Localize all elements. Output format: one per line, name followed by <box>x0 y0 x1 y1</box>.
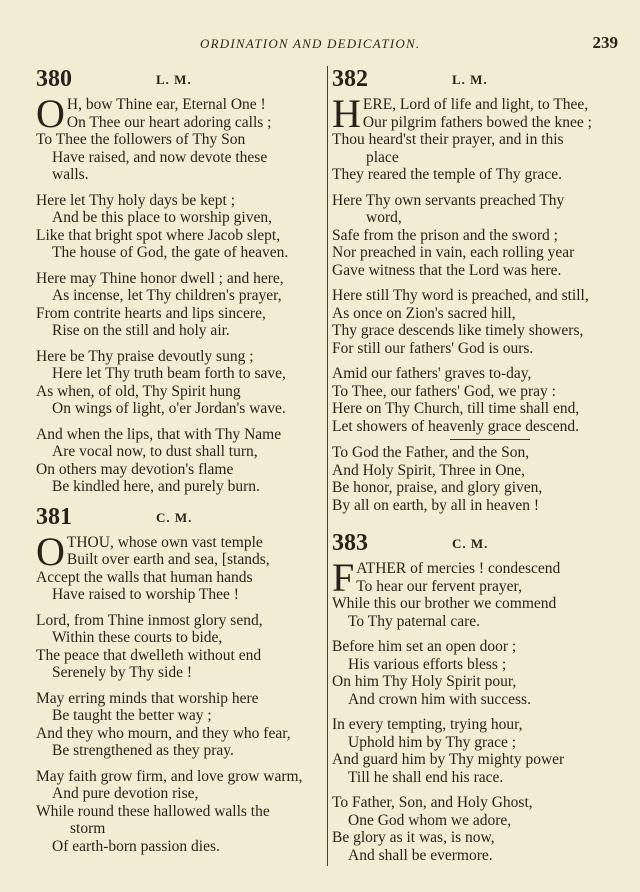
doxology-rule <box>450 439 530 440</box>
stanza <box>36 348 326 418</box>
stanza <box>332 638 622 708</box>
verse-line: And pure devotion rise, <box>52 785 199 802</box>
left-column <box>36 66 326 863</box>
verse-line: And crown him with success. <box>348 690 531 708</box>
verse-line: On wings of light, o'er Jordan's wave. <box>52 400 286 417</box>
hymn-381 <box>36 504 326 856</box>
first-line-text: ERE, Lord of life and light, to Thee, <box>362 96 589 113</box>
hymn-meter: L. M. <box>156 72 192 87</box>
verse-line: Built over earth and sea, [stands, <box>66 551 270 568</box>
verse-line: Accept the walls that human hands <box>36 568 253 586</box>
page-number: 239 <box>592 33 618 52</box>
verse-line: Here Thy own servants preached Thy <box>332 191 565 209</box>
stanza <box>332 716 622 786</box>
verse-line: storm <box>70 820 106 837</box>
drop-cap: O <box>36 528 65 574</box>
verse-line: Amid our fathers' graves to-day, <box>332 365 532 382</box>
verse-line: And guard him by Thy mighty power <box>332 751 565 768</box>
verse-line: Till he shall end his race. <box>348 768 504 786</box>
verse-line: From contrite hearts and lips sincere, <box>36 304 266 322</box>
verse-line: Safe from the prison and the sword ; <box>332 226 558 244</box>
stanza <box>332 365 622 435</box>
verse-line: As when, of old, Thy Spirit hung <box>36 382 241 400</box>
stanza <box>332 444 622 514</box>
verse-line: While round these hallowed walls the <box>36 802 270 820</box>
stanza <box>36 690 326 760</box>
right-column <box>332 66 622 872</box>
running-title: ORDINATION AND DEDICATION. <box>200 36 421 51</box>
verse-line: May erring minds that worship here <box>36 689 259 707</box>
verse-line: Have raised to worship Thee ! <box>52 586 239 603</box>
verse-line: And they who mourn, and they who fear, <box>36 724 291 742</box>
stanza <box>36 426 326 496</box>
verse-line: May faith grow firm, and love grow warm, <box>36 767 303 785</box>
hymn-380 <box>36 66 326 496</box>
verse-line: Lord, from Thine inmost glory send, <box>36 611 263 629</box>
hymn-number: 382 <box>332 66 368 92</box>
verse-line: The peace that dwelleth without end <box>36 646 262 664</box>
verse-line: On Thee our heart adoring calls ; <box>66 113 272 131</box>
stanza <box>332 287 622 357</box>
verse-line: Within these courts to bide, <box>52 629 223 646</box>
verse-line: Have raised, and now devote these <box>52 148 268 166</box>
verse-line: Thy grace descends like timely showers, <box>332 322 584 339</box>
first-line-text: H, bow Thine ear, Eternal One ! <box>66 96 266 113</box>
verse-line: And when the lips, that with Thy Name <box>36 425 282 443</box>
verse-line: On him Thy Holy Spirit pour, <box>332 673 517 690</box>
stanza <box>36 768 326 856</box>
hymn-383 <box>332 530 622 864</box>
verse-line: Gave witness that the Lord was here. <box>332 261 562 279</box>
verse-line: Thou heard'st their prayer, and in this <box>332 131 564 148</box>
hymn-382 <box>332 66 622 514</box>
verse-line: Like that bright spot where Jacob slept, <box>36 226 281 244</box>
verse-line: And Holy Spirit, Three in One, <box>332 461 526 479</box>
stanza <box>332 192 622 280</box>
stanza <box>36 192 326 262</box>
verse-line: To hear our fervent prayer, <box>356 577 522 595</box>
verse-line: word, <box>366 209 402 226</box>
verse-line: One God whom we adore, <box>348 811 512 829</box>
verse-line: Be kindled here, and purely burn. <box>52 478 260 495</box>
verse-line: place <box>366 148 399 166</box>
verse-line: Be strengthened as they pray. <box>52 742 234 759</box>
verse-line: Of earth-born passion dies. <box>52 837 220 855</box>
verse-line: Serenely by Thy side ! <box>52 664 193 681</box>
stanza <box>332 91 622 184</box>
verse-line: To Thy paternal care. <box>348 612 481 630</box>
verse-line: To Father, Son, and Holy Ghost, <box>332 794 533 811</box>
verse-line: Here may Thine honor dwell ; and here, <box>36 269 284 287</box>
verse-line: Are vocal now, to dust shall turn, <box>52 443 258 460</box>
stanza <box>332 794 622 864</box>
verse-line: Nor preached in vain, each rolling year <box>332 244 575 261</box>
first-line-text: ATHER of mercies ! condescend <box>356 560 561 577</box>
stanza <box>332 555 622 630</box>
hymn-meter: C. M. <box>156 509 193 525</box>
hymn-number: 380 <box>36 66 72 92</box>
verse-line: Here be Thy praise devoutly sung ; <box>36 347 254 365</box>
stanza <box>36 612 326 682</box>
verse-line: As once on Zion's sacred hill, <box>332 304 516 322</box>
verse-line: And be this place to worship given, <box>52 209 272 226</box>
verse-line: Be taught the better way ; <box>52 707 212 724</box>
verse-line: On others may devotion's flame <box>36 460 234 478</box>
verse-line: Rise on the still and holy air. <box>52 322 230 339</box>
stanza <box>36 270 326 340</box>
verse-line: To God the Father, and the Son, <box>332 444 530 461</box>
hymn-meter: L. M. <box>452 72 488 87</box>
verse-line: They reared the temple of Thy grace. <box>332 166 562 183</box>
hymn-meter: C. M. <box>452 536 489 551</box>
column-divider <box>327 66 328 866</box>
verse-line: Our pilgrim fathers bowed the knee ; <box>362 113 592 131</box>
verse-line: walls. <box>52 166 89 183</box>
verse-line: For still our fathers' God is ours. <box>332 339 534 357</box>
drop-cap: H <box>332 91 361 136</box>
verse-line: Here let Thy holy days be kept ; <box>36 191 236 209</box>
hymn-number: 383 <box>332 530 368 556</box>
verse-line: In every tempting, trying hour, <box>332 716 523 733</box>
verse-line: To Thee the followers of Thy Son <box>36 131 246 148</box>
verse-line: To Thee, our fathers' God, we pray : <box>332 382 556 400</box>
verse-line: Let showers of heavenly grace descend. <box>332 417 580 435</box>
verse-line: Be honor, praise, and glory given, <box>332 479 543 496</box>
stanza <box>36 528 326 604</box>
page-header <box>0 33 640 58</box>
verse-line: While this our brother we commend <box>332 595 557 612</box>
hymn-number: 381 <box>36 503 72 530</box>
verse-line: As incense, let Thy children's prayer, <box>52 287 282 304</box>
verse-line: And shall be evermore. <box>348 846 493 864</box>
verse-line: By all on earth, by all in heaven ! <box>332 496 540 514</box>
drop-cap: O <box>36 91 65 136</box>
verse-line: Uphold him by Thy grace ; <box>348 733 517 751</box>
drop-cap: F <box>332 555 355 600</box>
verse-line: Here on Thy Church, till time shall end, <box>332 400 580 417</box>
stanza <box>36 91 326 184</box>
verse-line: Be glory as it was, is now, <box>332 829 495 846</box>
verse-line: The house of God, the gate of heaven. <box>52 244 289 261</box>
verse-line: His various efforts bless ; <box>348 655 507 673</box>
verse-line: Here still Thy word is preached, and still, <box>332 287 589 304</box>
verse-line: Here let Thy truth beam forth to save, <box>52 365 286 382</box>
first-line-text: THOU, whose own vast temple <box>66 533 263 551</box>
verse-line: Before him set an open door ; <box>332 638 517 655</box>
